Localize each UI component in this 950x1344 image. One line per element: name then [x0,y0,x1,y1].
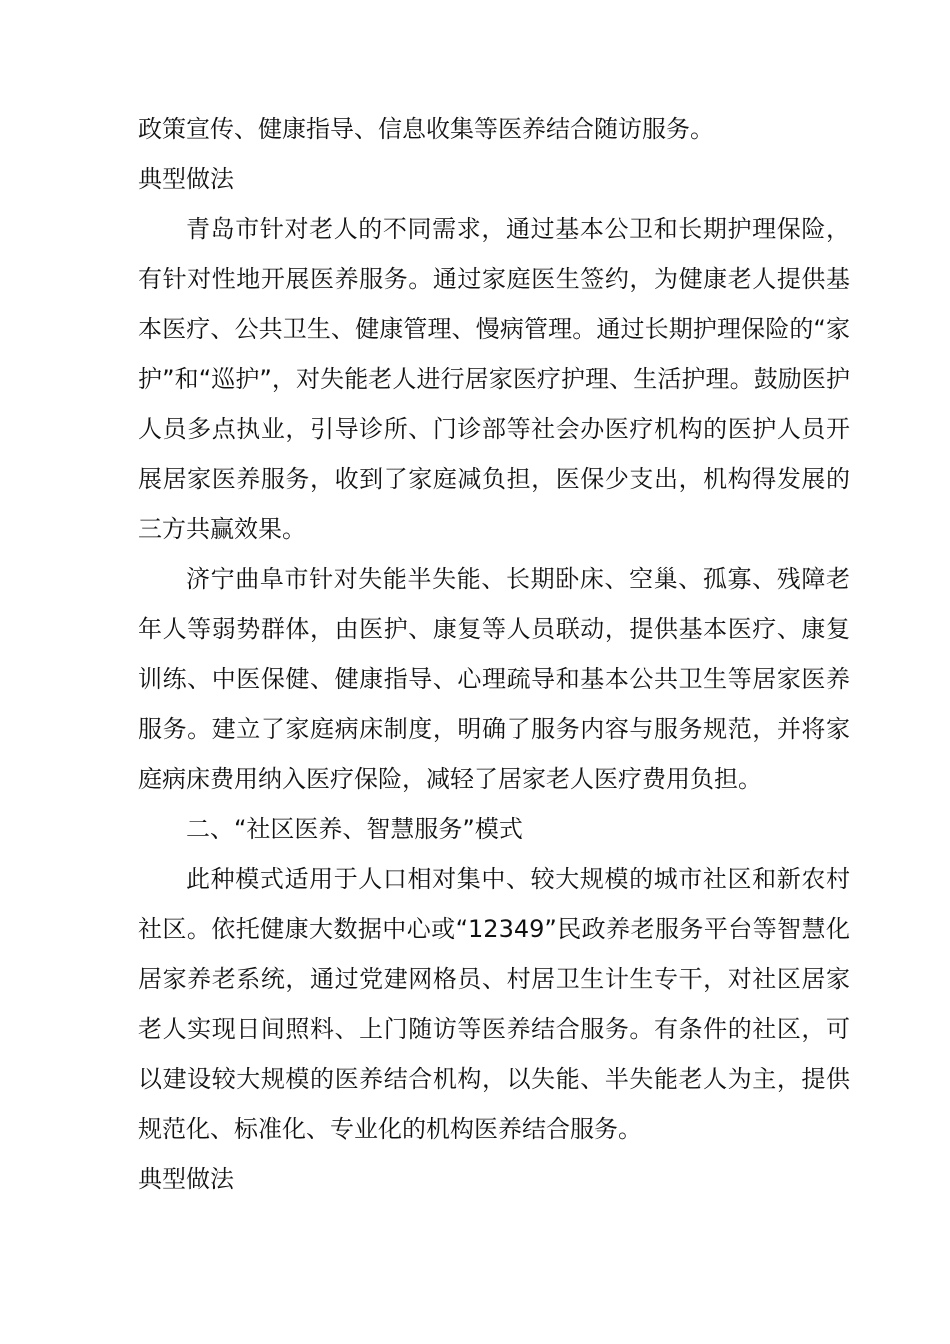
paragraph-qufu: 济宁曲阜市针对失能半失能、长期卧床、空巢、孤寡、残障老年人等弱势群体，由医护、康复等人员联动，提供基本医疗、康复训练、中医保健、健康指导、心理疏导和基本公共卫生等居家医养服务。建立了家庭病床制度，明确了服务内容与服务规范，并将家庭病床费用纳入医疗保险，减轻了居家老人医疗费用负担。 [138,565,850,793]
paragraph-qingdao: 青岛市针对老人的不同需求，通过基本公卫和长期护理保险，有针对性地开展医养服务。通过家庭医生签约，为健康老人提供基本医疗、公共卫生、健康管理、慢病管理。通过长期护理保险的“家护”和“巡护”，对失能老人进行居家医疗护理、生活护理。鼓励医护人员多点执业，引导诊所、门诊部等社会办医疗机构的医护人员开展居家医养服务，收到了家庭减负担，医保少支出，机构得发展的三方共赢效果。 [138,215,850,543]
document-body [138,104,850,1204]
subheading-typical-practice: 典型做法 [138,165,234,193]
paragraph-continuation: 政策宣传、健康指导、信息收集等医养结合随访服务。 [138,115,714,143]
paragraph-community-model: 此种模式适用于人口相对集中、较大规模的城市社区和新农村社区。依托健康大数据中心或“12349”民政养老服务平台等智慧化居家养老系统，通过党建网格员、村居卫生计生专干，对社区居家老人实现日间照料、上门随访等医养结合服务。有条件的社区，可以建设较大规模的医养结合机构，以失能、半失能老人为主，提供规范化、标准化、专业化的机构医养结合服务。 [138,865,850,1143]
subheading-typical-practice-2: 典型做法 [138,1165,234,1193]
section-heading-community-model: 二、“社区医养、智慧服务”模式 [186,815,523,843]
